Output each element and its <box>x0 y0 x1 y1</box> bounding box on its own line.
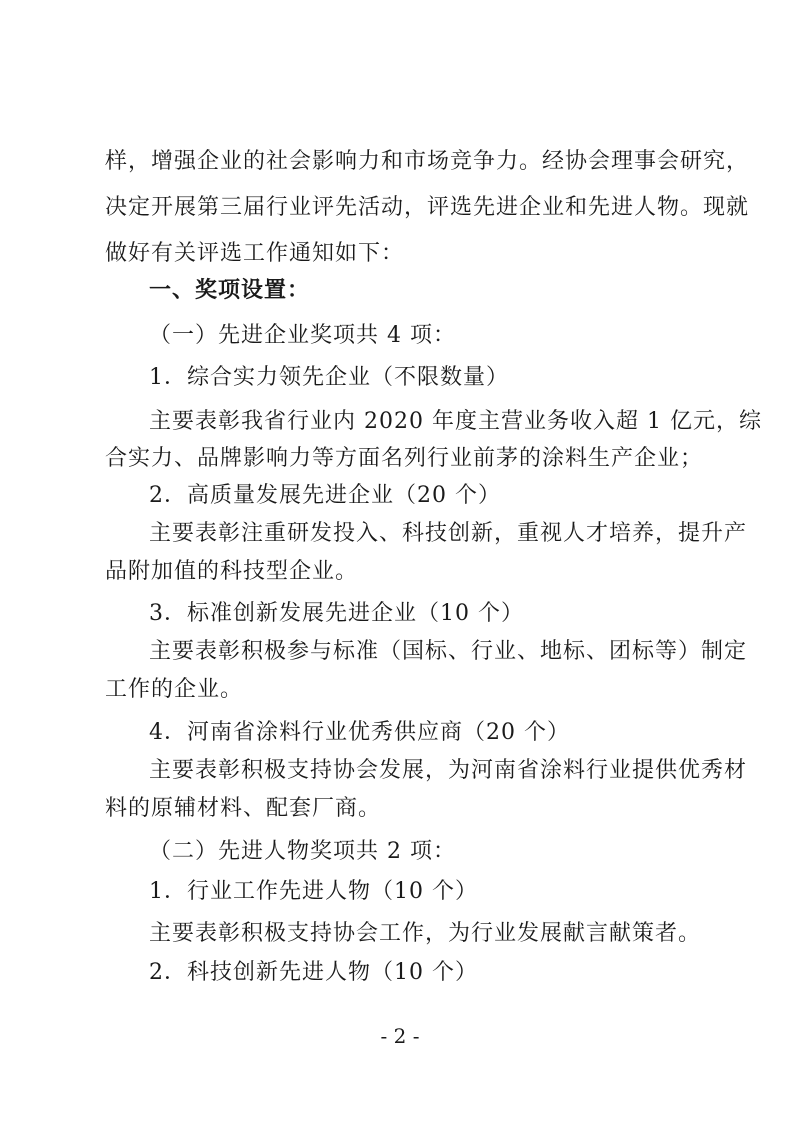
paragraph-line: 做好有关评选工作通知如下： <box>105 241 405 266</box>
award-description-line: 工作的企业。 <box>105 677 244 702</box>
award-item-title: 2．科技创新先进人物（10 个） <box>149 960 478 985</box>
award-description-line: 主要表彰积极支持协会工作，为行业发展献言献策者。 <box>149 921 702 946</box>
page-number: - 2 - <box>380 1024 420 1048</box>
subsection-heading: （二）先进人物奖项共 2 项： <box>149 839 456 864</box>
award-description-line: 主要表彰我省行业内 2020 年度主营业务收入超 1 亿元，综 <box>149 409 762 434</box>
award-description-line: 主要表彰积极支持协会发展，为河南省涂料行业提供优秀材 <box>149 758 748 783</box>
award-item-title: 1．综合实力领先企业（不限数量） <box>149 365 509 390</box>
section-heading: 一、奖项设置： <box>149 277 311 303</box>
award-description-line: 主要表彰注重研发投入、科技创新，重视人才培养，提升产 <box>149 521 748 546</box>
paragraph-line: 样，增强企业的社会影响力和市场竞争力。经协会理事会研究， <box>105 149 750 174</box>
award-item-title: 3．标准创新发展先进企业（10 个） <box>149 601 524 626</box>
award-item-title: 4．河南省涂料行业优秀供应商（20 个） <box>149 720 570 745</box>
subsection-heading: （一）先进企业奖项共 4 项： <box>149 323 456 348</box>
award-description-line: 料的原辅材料、配套厂商。 <box>105 796 382 821</box>
award-item-title: 2．高质量发展先进企业（20 个） <box>149 483 501 508</box>
paragraph-line: 决定开展第三届行业评先活动，评选先进企业和先进人物。现就 <box>105 195 750 220</box>
award-description-line: 合实力、品牌影响力等方面名列行业前茅的涂料生产企业； <box>105 446 704 471</box>
award-item-title: 1．行业工作先进人物（10 个） <box>149 879 478 904</box>
award-description-line: 品附加值的科技型企业。 <box>105 559 359 584</box>
award-description-line: 主要表彰积极参与标准（国标、行业、地标、团标等）制定 <box>149 639 748 664</box>
